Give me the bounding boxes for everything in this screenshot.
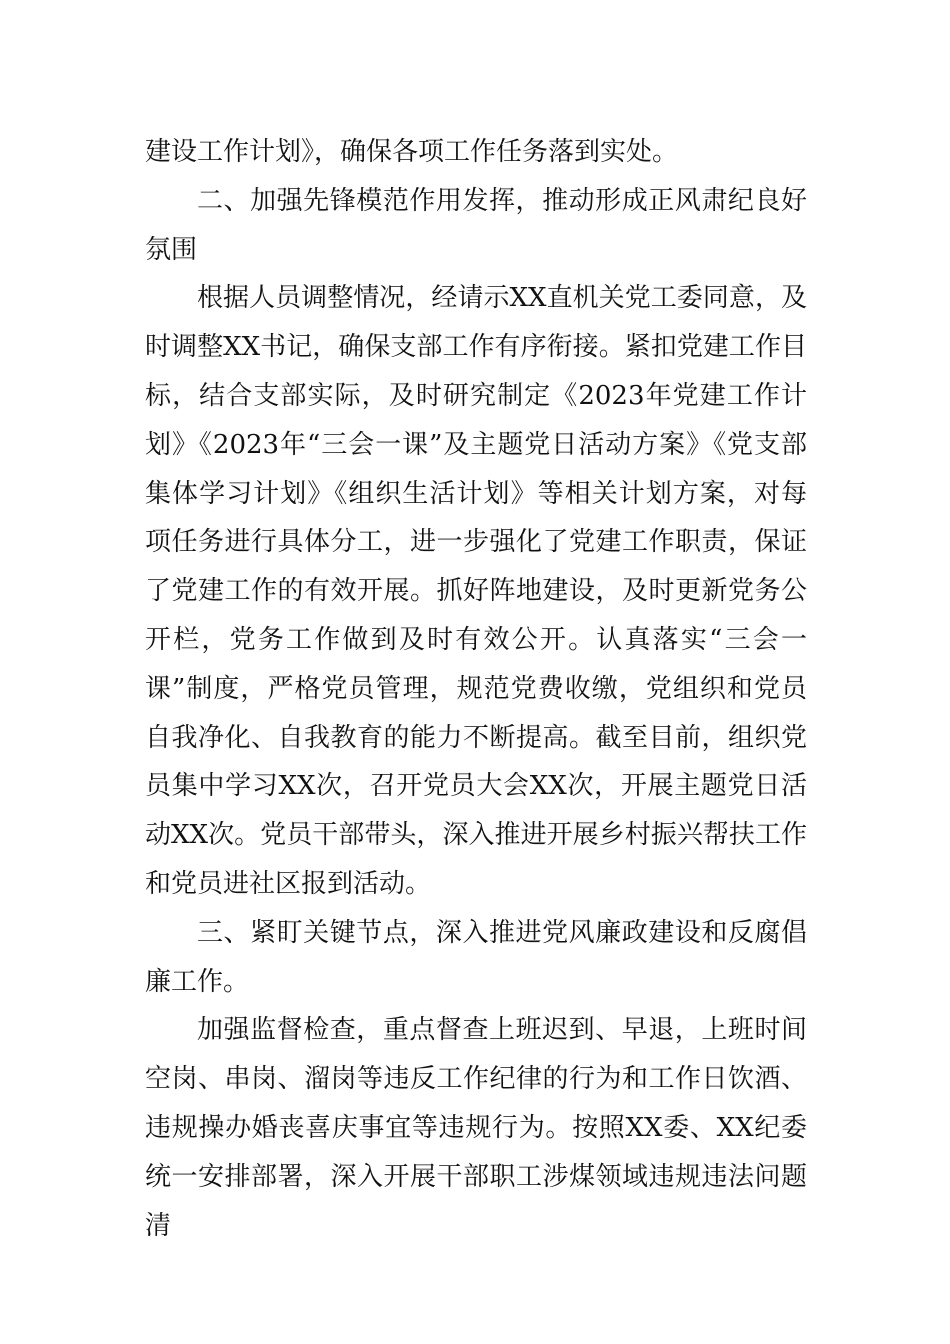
paragraph-continuation: 建设工作计划》，确保各项工作任务落到实处。 [145,137,679,167]
document-body [145,128,807,1250]
paragraph-supervision: 加强监督检查，重点督查上班迟到、早退，上班时间空岗、串岗、溜岗等违反工作纪律的行为和工作日饮酒、违规操办婚丧喜庆事宜等违规行为。按照XX委、XX纪委统一安排部署，深入开展干部职工涉煤领域违规违法问题清 [145,1015,807,1241]
section-heading-2: 二、加强先锋模范作用发挥，推动形成正风肃纪良好氛围 [145,185,807,265]
section-heading-3: 三、紧盯关键节点，深入推进党风廉政建设和反腐倡廉工作。 [145,917,807,997]
paragraph-party-building: 根据人员调整情况，经请示XX直机关党工委同意，及时调整XX书记，确保支部工作有序衔接。紧扣党建工作目标，结合支部实际，及时研究制定《2023年党建工作计划》《2023年“三会一课”及主题党日活动方案》《党支部集体学习计划》《组织生活计划》等相关计划方案，对每项任务进行具体分工，进一步强化了党建工作职责，保证了党建工作的有效开展。抓好阵地建设，及时更新党务公开栏，党务工作做到及时有效公开。认真落实“三会一课”制度，严格党员管理，规范党费收缴，党组织和党员自我净化、自我教育的能力不断提高。截至目前，组织党员集中学习XX次，召开党员大会XX次，开展主题党日活动XX次。党员干部带头，深入推进开展乡村振兴帮扶工作和党员进社区报到活动。 [145,283,807,899]
